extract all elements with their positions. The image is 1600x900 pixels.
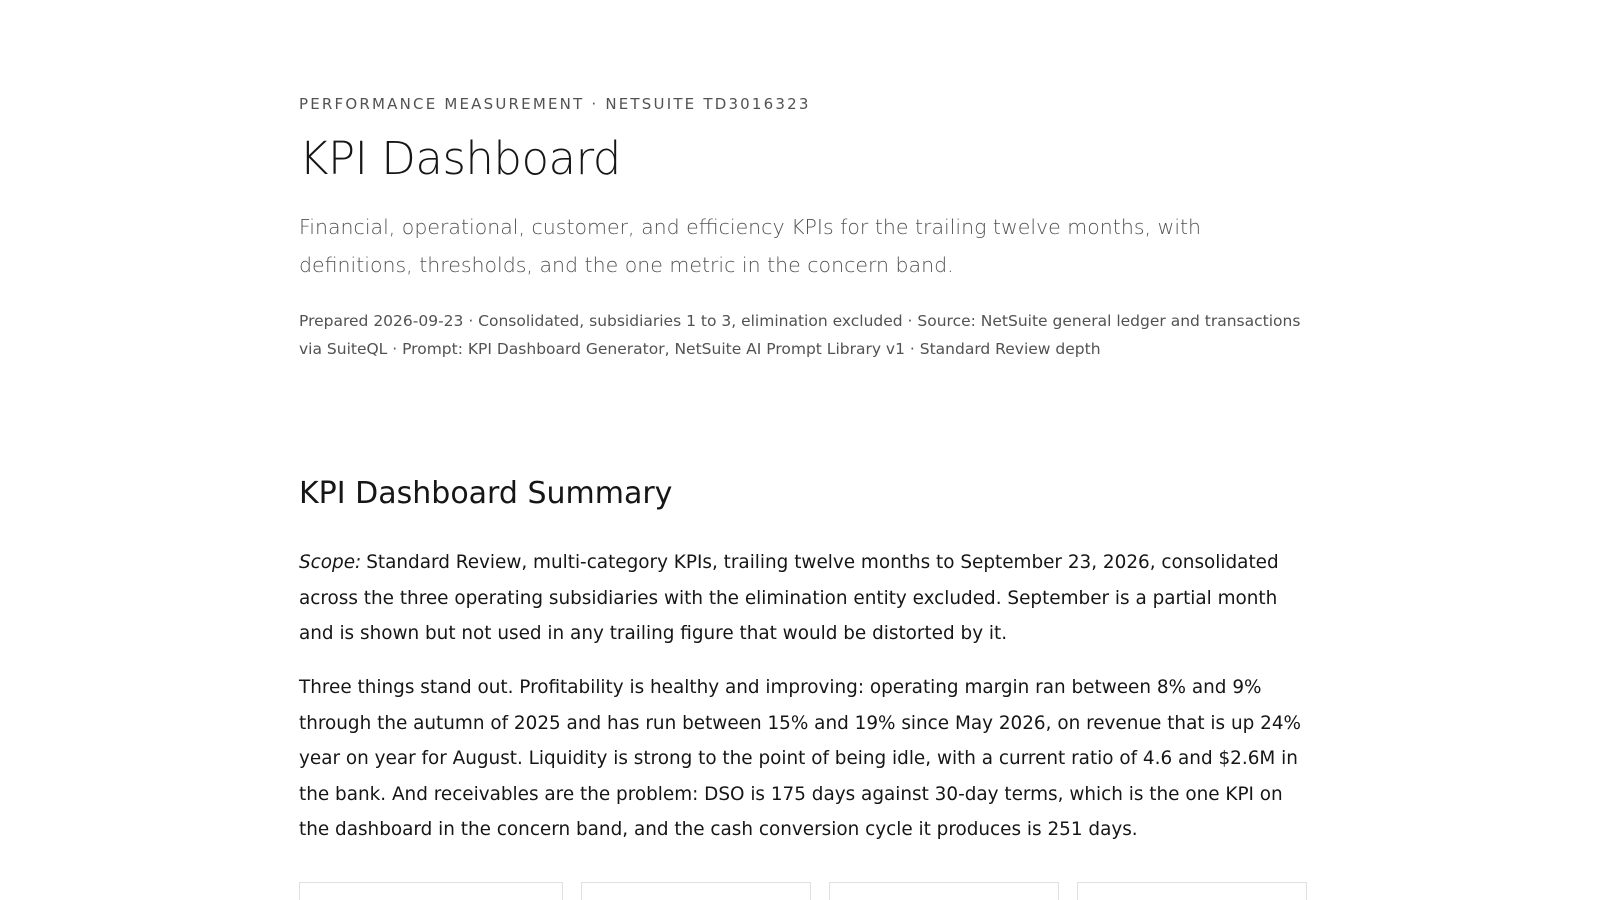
- page-title: KPI Dashboard: [299, 132, 621, 185]
- page-subtitle: Financial, operational, customer, and efficiency KPIs for the trailing twelve months, with definitions, thresholds, and the one metric in the concern band.: [299, 215, 1202, 277]
- kpi-cards-row: [299, 882, 1309, 900]
- findings-paragraph: Three things stand out. Profitability is healthy and improving: operating margin ran between 8% and 9% through the autumn of 2025 and has run between 15% and 19% since May 2026, on revenue that is up 24% year on year for August. Liquidity is strong to the point of being idle, with a current ratio of 4.6 and $2.6M in the bank. And receivables are the problem: DSO is 175 days against 30-day terms, which is the one KPI on the dashboard in the concern band, and the cash conversion cycle it produces is 251 days.: [299, 677, 1301, 840]
- kpi-card: [829, 882, 1059, 900]
- section-title-summary: KPI Dashboard Summary: [299, 476, 673, 511]
- scope-paragraph: [299, 545, 1309, 652]
- scope-text: Standard Review, multi-category KPIs, trailing twelve months to September 23, 2026, consolidated across the three operating subsidiaries with the elimination entity excluded. September is a partial month and is shown but not used in any trailing figure that would be distorted by it.: [299, 552, 1279, 644]
- kpi-card: [299, 882, 563, 900]
- report-page: [299, 0, 1309, 900]
- scope-label: Scope:: [299, 552, 362, 573]
- report-meta: Prepared 2026-09-23 · Consolidated, subsidiaries 1 to 3, elimination excluded · Source: NetSuite general ledger and transactions via SuiteQL · Prompt: KPI Dashboard Generator, NetSuite AI Prompt Library v1 · Standard Review depth: [299, 312, 1301, 358]
- kpi-card: [581, 882, 811, 900]
- kpi-card: [1077, 882, 1307, 900]
- report-eyebrow: PERFORMANCE MEASUREMENT · NETSUITE TD3016323: [299, 95, 811, 113]
